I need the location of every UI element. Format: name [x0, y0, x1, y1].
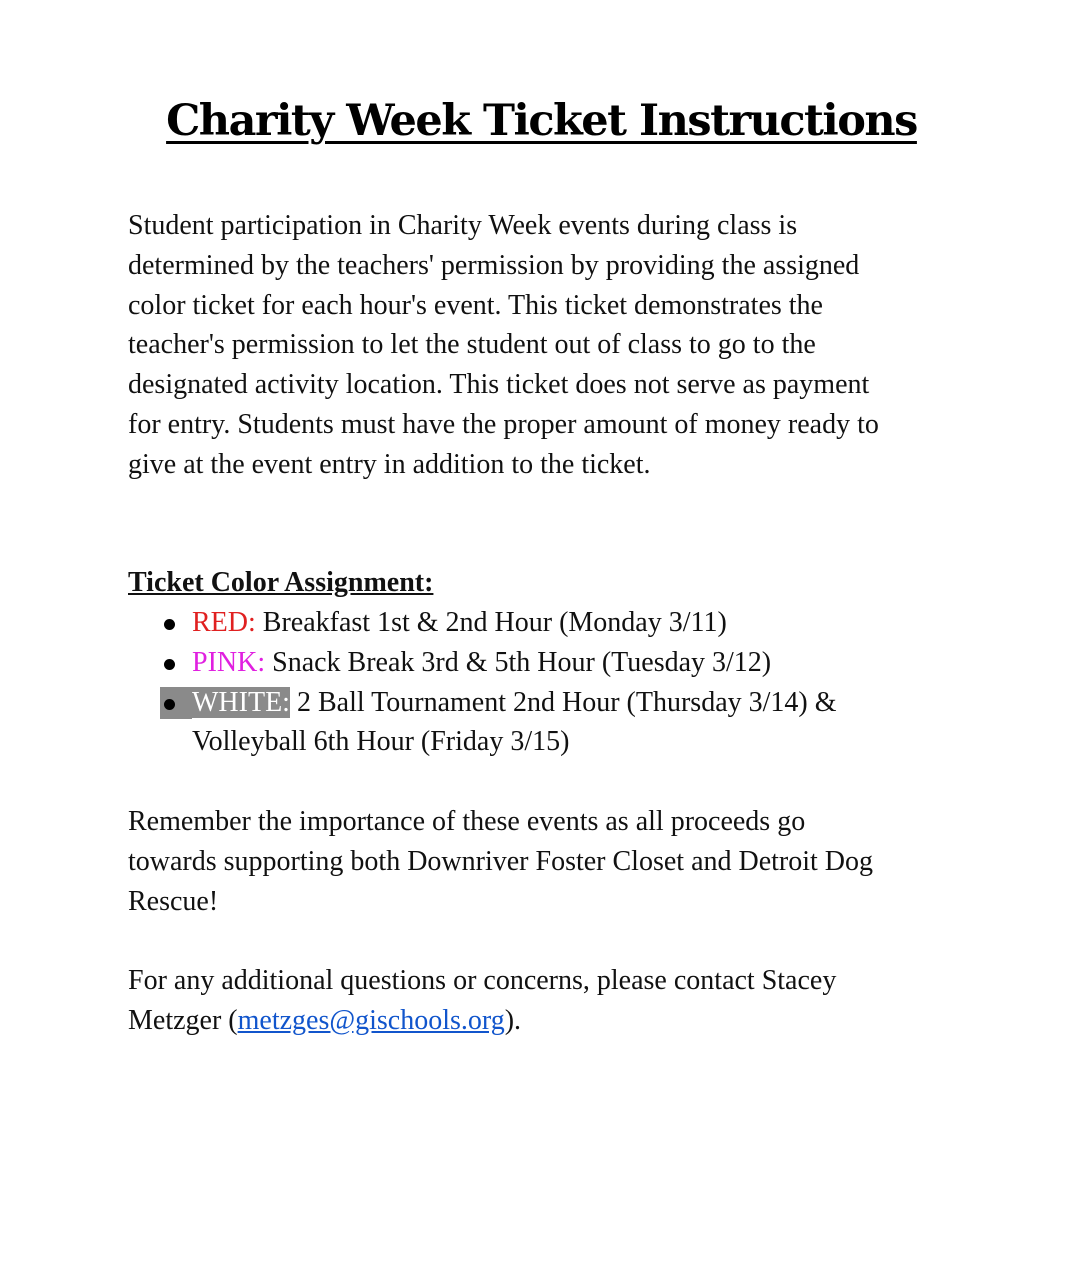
intro-line: for entry. Students must have the proper amount of money ready to [128, 408, 879, 440]
reminder-paragraph [128, 802, 873, 921]
intro-line: designated activity location. This ticket does not serve as payment [128, 369, 870, 401]
intro-line: give at the event entry in addition to the ticket. [128, 448, 651, 480]
email-link[interactable]: metzges@gischools.org [237, 1004, 505, 1036]
intro-line: color ticket for each hour's event. This ticket demonstrates the [128, 289, 823, 321]
reminder-line: towards supporting both Downriver Foster Closet and Detroit Dog [128, 845, 874, 877]
assignment-item-red [128, 603, 837, 643]
reminder-line: Rescue! [128, 885, 219, 917]
assignment-text: 2 Ball Tournament 2nd Hour (Thursday 3/14) & [289, 686, 837, 718]
assignment-list [128, 603, 837, 762]
color-label-white: WHITE: [192, 686, 290, 718]
assignment-item-pink [128, 643, 837, 683]
assignment-item-white [128, 683, 837, 763]
assignment-text: Breakfast 1st & 2nd Hour (Monday 3/11) [255, 607, 727, 638]
contact-suffix: ). [504, 1004, 522, 1036]
contact-line-2 [128, 1001, 836, 1041]
intro-line: teacher's permission to let the student out of class to go to the [128, 329, 816, 361]
page-title: Charity Week Ticket Instructions [166, 96, 917, 146]
bullet-icon [160, 687, 192, 719]
intro-line: Student participation in Charity Week events during class is [128, 210, 798, 241]
intro-paragraph [128, 206, 879, 485]
reminder-line: Remember the importance of these events as all proceeds go [128, 806, 806, 837]
color-label-red: RED: [192, 607, 256, 638]
assignment-text-continued: Volleyball 6th Hour (Friday 3/15) [192, 726, 570, 758]
color-label-pink: PINK: [192, 646, 266, 678]
contact-line: For any additional questions or concerns, please contact Stacey [128, 965, 837, 996]
assignment-heading: Ticket Color Assignment: [128, 567, 434, 598]
contact-paragraph [128, 961, 836, 1041]
contact-name: Metzger ( [128, 1004, 238, 1036]
assignment-text: Snack Break 3rd & 5th Hour (Tuesday 3/12) [265, 646, 772, 678]
intro-line: determined by the teachers' permission by providing the assigned [128, 249, 860, 281]
